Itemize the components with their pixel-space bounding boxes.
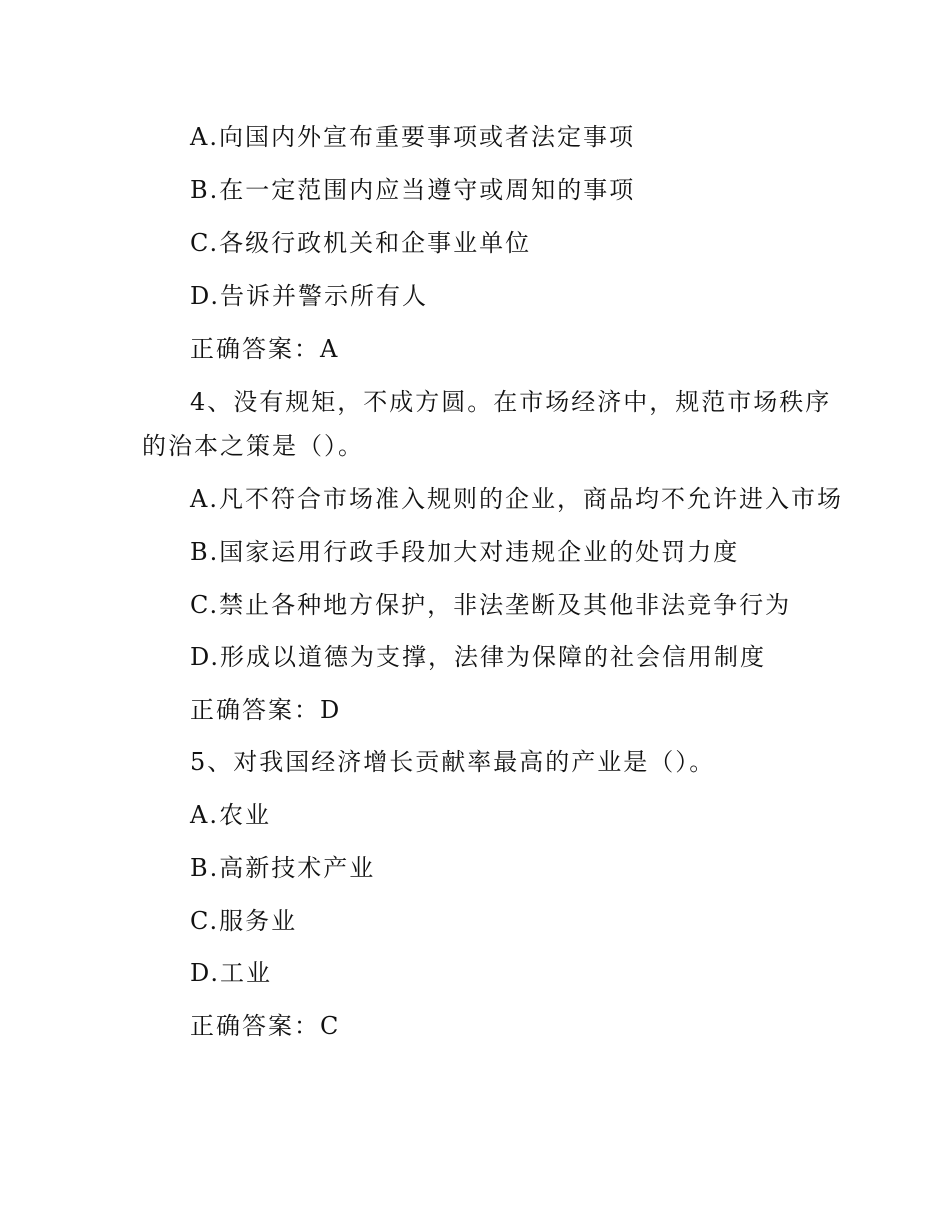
q3-option-b: B.在一定范围内应当遵守或周知的事项	[190, 176, 636, 204]
q4-answer: 正确答案：D	[190, 696, 342, 724]
q4-option-c: C.禁止各种地方保护，非法垄断及其他非法竞争行为	[190, 591, 792, 619]
q5-option-c: C.服务业	[190, 907, 298, 935]
q5-question: 5、对我国经济增长贡献率最高的产业是（）。	[190, 748, 716, 776]
q4-option-a: A.凡不符合市场准入规则的企业，商品均不允许进入市场	[190, 485, 843, 513]
q4-option-b: B.国家运用行政手段加大对违规企业的处罚力度	[190, 538, 740, 566]
q3-answer: 正确答案：A	[190, 335, 340, 363]
q5-option-d: D.工业	[190, 959, 273, 987]
q3-option-a: A.向国内外宣布重要事项或者法定事项	[190, 123, 635, 151]
q3-option-d: D.告诉并警示所有人	[190, 282, 429, 310]
q3-option-c: C.各级行政机关和企事业单位	[190, 229, 532, 257]
q5-option-a: A.农业	[190, 801, 271, 829]
q5-answer: 正确答案：C	[190, 1012, 341, 1040]
q4-question-line2: 的治本之策是（）。	[142, 432, 364, 460]
q5-option-b: B.高新技术产业	[190, 854, 376, 882]
q4-question-line1: 4、没有规矩，不成方圆。在市场经济中，规范市场秩序	[190, 388, 832, 416]
q4-option-d: D.形成以道德为支撑，法律为保障的社会信用制度	[190, 643, 767, 671]
